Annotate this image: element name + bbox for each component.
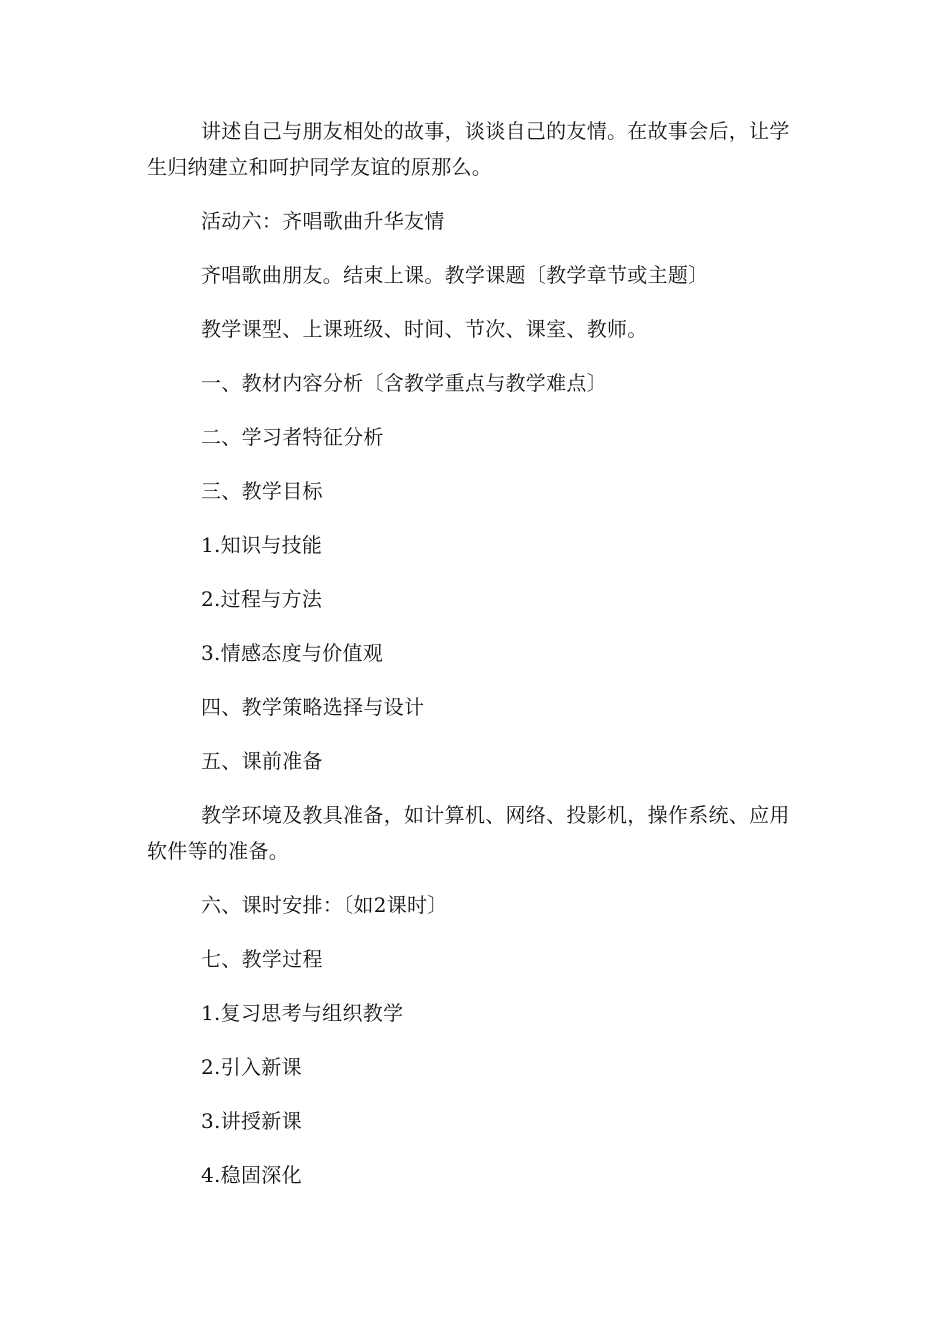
paragraph-gap [147,239,807,257]
paragraph-gap [147,1031,807,1049]
heading-material-analysis: 一、教材内容分析〔含教学重点与教学难点〕 [201,371,607,395]
item-introduce: 2.引入新课 [201,1055,302,1079]
heading-teaching-strategy: 四、教学策略选择与设计 [201,695,425,719]
paragraph-gap [147,455,807,473]
item-emotion-values: 3.情感态度与价值观 [201,641,384,665]
heading-preparation: 五、课前准备 [201,749,323,773]
heading-schedule: 六、课时安排：〔如2课时〕 [201,893,448,917]
paragraph-gap [147,347,807,365]
paragraph-gap [147,923,807,941]
paragraph-gap [147,401,807,419]
paragraph-sing-song: 齐唱歌曲朋友。结束上课。教学课题〔教学章节或主题〕 [201,263,709,287]
paragraph-environment: 教学环境及教具准备，如计算机、网络、投影机，操作系统、应用软件等的准备。 [147,803,790,863]
item-review: 1.复习思考与组织教学 [201,1001,404,1025]
paragraph-gap [147,509,807,527]
heading-teaching-process: 七、教学过程 [201,947,323,971]
paragraph-gap [147,563,807,581]
paragraph-gap [147,725,807,743]
item-teach: 3.讲授新课 [201,1109,302,1133]
paragraph-lesson-type: 教学课型、上课班级、时间、节次、课室、教师。 [201,317,648,341]
heading-teaching-goals: 三、教学目标 [201,479,323,503]
paragraph-story-activity: 讲述自己与朋友相处的故事，谈谈自己的友情。在故事会后，让学生归纳建立和呵护同学友谊的原那么。 [147,119,790,179]
paragraph-gap [147,671,807,689]
item-knowledge-skills: 1.知识与技能 [201,533,323,557]
paragraph-gap [147,1085,807,1103]
item-process-method: 2.过程与方法 [201,587,323,611]
paragraph-gap [147,869,807,887]
document-body [147,113,807,1193]
paragraph-gap [147,185,807,203]
paragraph-gap [147,617,807,635]
paragraph-gap [147,1139,807,1157]
heading-learner-analysis: 二、学习者特征分析 [201,425,384,449]
paragraph-activity-six: 活动六：齐唱歌曲升华友情 [201,209,445,233]
paragraph-gap [147,779,807,797]
item-consolidate: 4.稳固深化 [201,1163,302,1187]
paragraph-gap [147,293,807,311]
paragraph-gap [147,977,807,995]
